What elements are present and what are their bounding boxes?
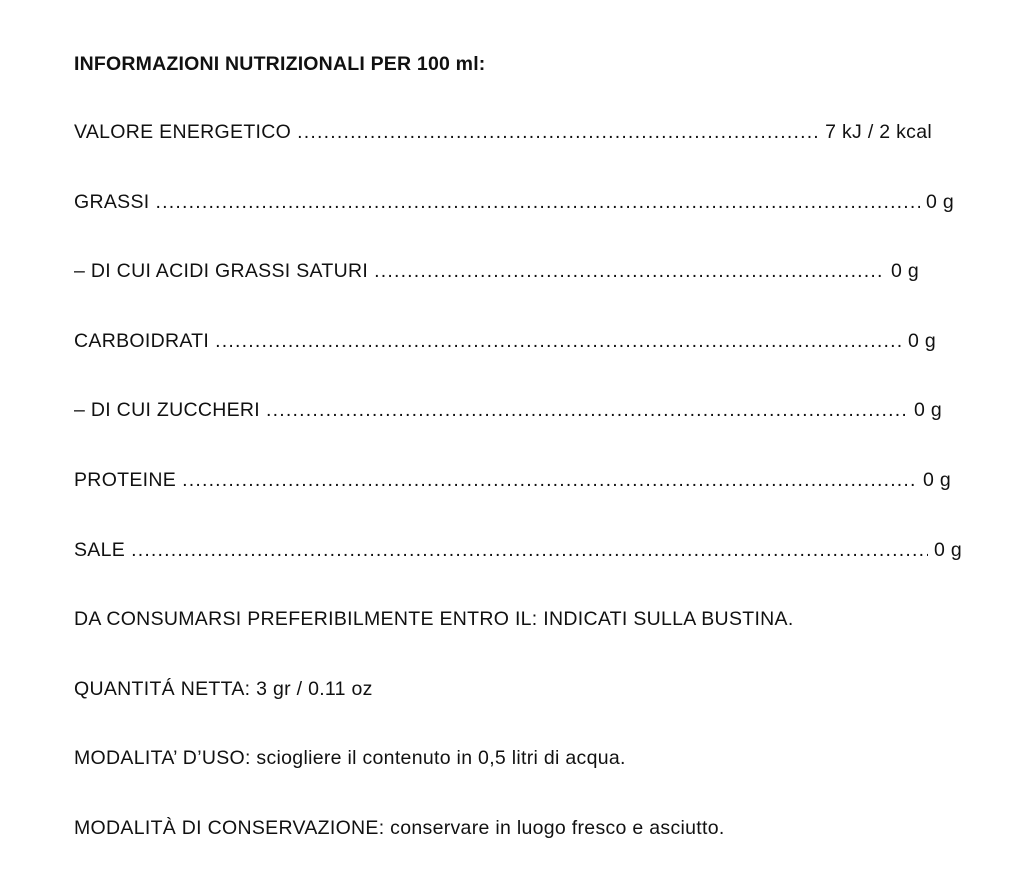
nutrient-label: GRASSI <box>74 191 150 213</box>
nutrient-label: SALE <box>74 539 126 561</box>
nutrient-value: 0 g <box>913 399 942 421</box>
net-quantity: QUANTITÁ NETTA: 3 gr / 0.11 oz <box>74 678 373 700</box>
nutrient-row-salt <box>74 534 962 566</box>
dot-leader <box>374 255 885 287</box>
nutrient-label: – DI CUI ACIDI GRASSI SATURI <box>74 260 369 282</box>
nutrient-row-protein <box>74 464 951 496</box>
nutrient-label: PROTEINE <box>74 469 177 491</box>
dot-leader <box>131 534 928 566</box>
nutrient-value: 0 g <box>925 191 954 213</box>
dot-leader <box>156 186 920 218</box>
dot-leader <box>297 116 819 148</box>
nutrient-row-fat <box>74 186 954 218</box>
dot-leader <box>215 325 902 357</box>
usage-instructions: MODALITA’ D’USO: sciogliere il contenuto in 0,5 litri di acqua. <box>74 747 626 769</box>
dot-leader <box>266 394 908 426</box>
dot-leader <box>182 464 917 496</box>
nutrition-heading: INFORMAZIONI NUTRIZIONALI PER 100 ml: <box>74 53 486 75</box>
nutrition-label <box>74 48 974 839</box>
nutrient-row-saturated-fat <box>74 255 919 287</box>
nutrient-row-energy <box>74 116 932 148</box>
nutrient-label: – DI CUI ZUCCHERI <box>74 399 261 421</box>
nutrient-value: 0 g <box>907 330 936 352</box>
nutrient-value: 0 g <box>922 469 951 491</box>
nutrient-value: 7 kJ / 2 kcal <box>825 121 932 143</box>
nutrient-row-carbohydrates <box>74 325 936 357</box>
nutrient-label: VALORE ENERGETICO <box>74 121 292 143</box>
storage-instructions: MODALITÀ DI CONSERVAZIONE: conservare in luogo fresco e asciutto. <box>74 817 725 839</box>
nutrient-row-sugars <box>74 394 942 426</box>
expiry-note: DA CONSUMARSI PREFERIBILMENTE ENTRO IL: INDICATI SULLA BUSTINA. <box>74 608 794 630</box>
nutrient-label: CARBOIDRATI <box>74 330 210 352</box>
nutrient-value: 0 g <box>933 539 962 561</box>
nutrient-value: 0 g <box>890 260 919 282</box>
